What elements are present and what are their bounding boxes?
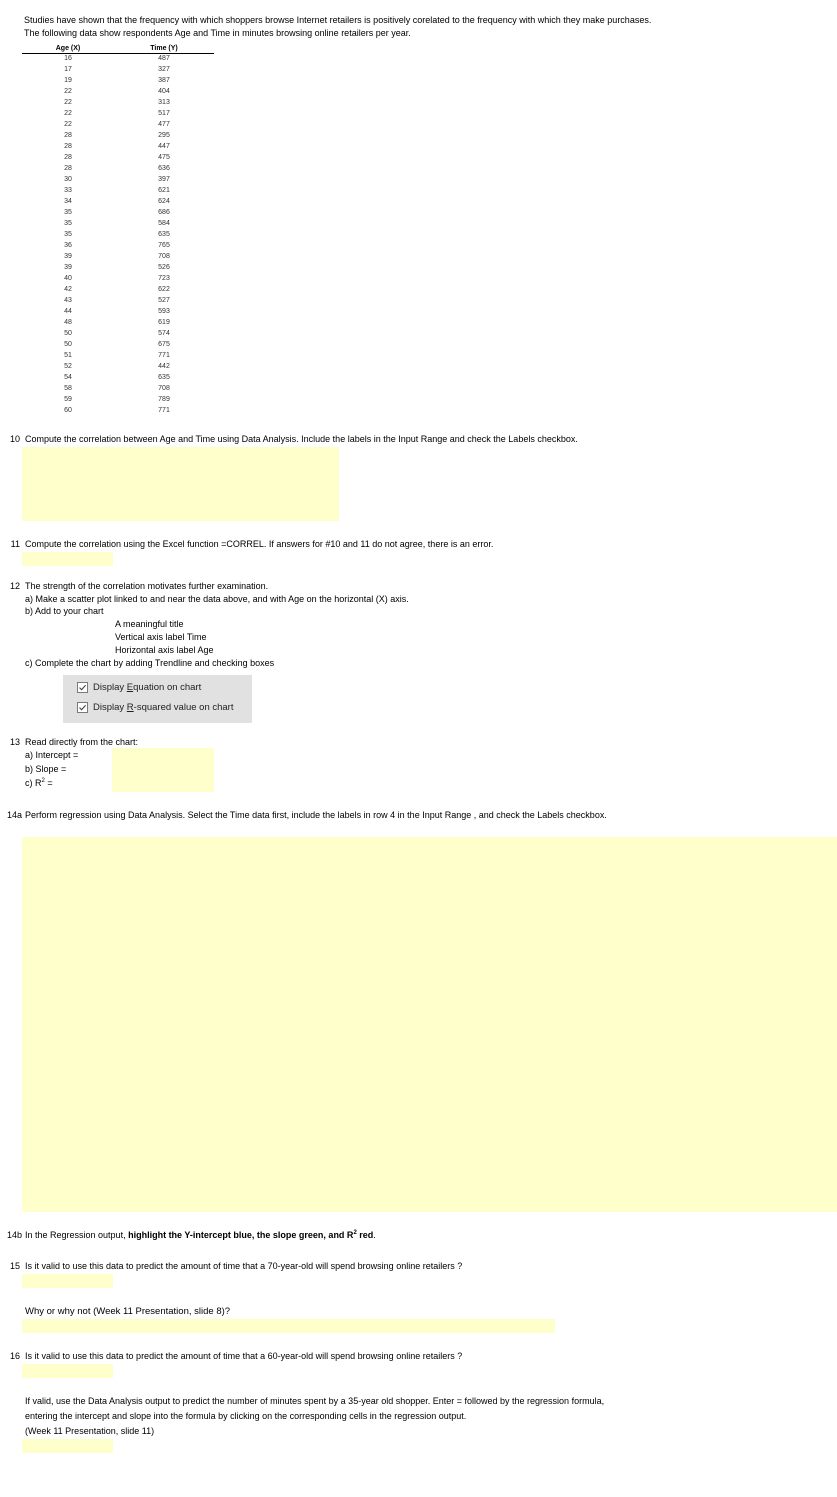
question-16-instructions-line-2: entering the intercept and slope into the formula by clicking on the corresponding cells in the regression output. <box>25 1411 467 1421</box>
question-12a-text: a) Make a scatter plot linked to and near the data above, and with Age on the horizontal (X) axis. <box>25 594 409 604</box>
age-cell: 43 <box>64 297 72 304</box>
question-10-text: Compute the correlation between Age and Time using Data Analysis. Include the labels in the Input Range and check the Labels checkbox. <box>25 434 578 444</box>
table-row <box>22 196 214 207</box>
table-row <box>22 306 214 317</box>
age-cell: 51 <box>64 352 72 359</box>
age-cell: 39 <box>64 264 72 271</box>
age-cell: 33 <box>64 187 72 194</box>
time-cell: 675 <box>158 341 170 348</box>
time-cell: 477 <box>158 121 170 128</box>
question-13-text: Read directly from the chart: <box>25 737 139 747</box>
table-row <box>22 108 214 119</box>
answer-cell-16[interactable] <box>22 1364 113 1378</box>
table-row <box>22 185 214 196</box>
display-r-squared-label: Display R-squared value on chart <box>93 702 234 713</box>
table-row <box>22 372 214 383</box>
table-row <box>22 317 214 328</box>
time-cell: 765 <box>158 242 170 249</box>
time-cell: 789 <box>158 396 170 403</box>
age-cell: 58 <box>64 385 72 392</box>
table-row <box>22 207 214 218</box>
time-cell: 635 <box>158 374 170 381</box>
age-cell: 22 <box>64 110 72 117</box>
time-cell: 686 <box>158 209 170 216</box>
time-cell: 387 <box>158 77 170 84</box>
question-11-text: Compute the correlation using the Excel function =CORREL. If answers for #10 and 11 do not agree, there is an error. <box>25 539 494 549</box>
age-cell: 39 <box>64 253 72 260</box>
chart-requirement-title: A meaningful title <box>115 619 184 629</box>
trendline-options-panel <box>63 675 252 723</box>
age-cell: 35 <box>64 209 72 216</box>
time-cell: 327 <box>158 66 170 73</box>
age-cell: 48 <box>64 319 72 326</box>
table-row <box>22 97 214 108</box>
question-number-13: 13 <box>9 737 20 747</box>
question-16-text: Is it valid to use this data to predict the amount of time that a 60-year-old will spend browsing online retailers ? <box>25 1351 463 1361</box>
time-cell: 475 <box>158 154 170 161</box>
table-row <box>22 174 214 185</box>
question-12b-text: b) Add to your chart <box>25 606 104 616</box>
time-cell: 624 <box>158 198 170 205</box>
table-row <box>22 86 214 97</box>
question-15-text: Is it valid to use this data to predict the amount of time that a 70-year-old will spend browsing online retailers ? <box>25 1261 463 1271</box>
time-cell: 593 <box>158 308 170 315</box>
time-cell: 621 <box>158 187 170 194</box>
table-row <box>22 262 214 273</box>
age-cell: 35 <box>64 220 72 227</box>
question-12-text: The strength of the correlation motivates further examination. <box>25 581 269 591</box>
table-row <box>22 119 214 130</box>
display-equation-option[interactable] <box>77 682 201 693</box>
display-r-squared-option[interactable] <box>77 702 233 713</box>
time-cell: 517 <box>158 110 170 117</box>
table-row <box>22 53 214 64</box>
display-equation-label: Display Equation on chart <box>93 682 202 693</box>
time-cell: 527 <box>158 297 170 304</box>
age-cell: 40 <box>64 275 72 282</box>
column-header-age: Age (X) <box>55 45 81 52</box>
question-number-14a: 14a <box>6 810 22 820</box>
answer-area-10[interactable] <box>22 447 339 521</box>
check-icon <box>78 703 87 712</box>
table-row <box>22 284 214 295</box>
table-row <box>22 273 214 284</box>
table-row <box>22 383 214 394</box>
answer-cells-13[interactable] <box>112 748 214 792</box>
table-row <box>22 152 214 163</box>
time-cell: 397 <box>158 176 170 183</box>
age-cell: 36 <box>64 242 72 249</box>
age-cell: 34 <box>64 198 72 205</box>
time-cell: 619 <box>158 319 170 326</box>
age-cell: 22 <box>64 121 72 128</box>
column-header-time: Time (Y) <box>150 45 178 52</box>
age-cell: 28 <box>64 143 72 150</box>
table-header-rule <box>22 53 214 54</box>
time-cell: 708 <box>158 253 170 260</box>
age-cell: 50 <box>64 341 72 348</box>
question-16-instructions-line-3: (Week 11 Presentation, slide 11) <box>25 1426 155 1436</box>
age-cell: 30 <box>64 176 72 183</box>
age-cell: 59 <box>64 396 72 403</box>
age-cell: 22 <box>64 99 72 106</box>
time-cell: 771 <box>158 407 170 414</box>
question-number-11: 11 <box>10 539 20 549</box>
time-cell: 708 <box>158 385 170 392</box>
question-number-12: 12 <box>9 581 20 591</box>
answer-cell-11[interactable] <box>22 552 113 566</box>
table-row <box>22 394 214 405</box>
question-number-10: 10 <box>9 434 20 444</box>
time-cell: 622 <box>158 286 170 293</box>
time-cell: 723 <box>158 275 170 282</box>
table-row <box>22 251 214 262</box>
check-icon <box>78 683 87 692</box>
age-cell: 42 <box>64 286 72 293</box>
time-cell: 404 <box>158 88 170 95</box>
age-cell: 50 <box>64 330 72 337</box>
question-number-15: 15 <box>9 1261 20 1271</box>
question-16-instructions-line-1: If valid, use the Data Analysis output to predict the number of minutes spent by a 35-year old shopper. Enter = followed by the regression formula, <box>25 1396 605 1406</box>
time-cell: 584 <box>158 220 170 227</box>
question-number-16: 16 <box>9 1351 20 1361</box>
table-row <box>22 295 214 306</box>
table-row <box>22 339 214 350</box>
time-cell: 313 <box>158 99 170 106</box>
time-cell: 295 <box>158 132 170 139</box>
age-cell: 44 <box>64 308 72 315</box>
display-r-squared-checkbox[interactable] <box>77 702 88 713</box>
question-15-why-text: Why or why not (Week 11 Presentation, slide 8)? <box>25 1306 231 1317</box>
question-14b-text: In the Regression output, highlight the Y-intercept blue, the slope green, and $R^2$ red. <box>25 1230 376 1240</box>
table-header-row <box>22 44 214 53</box>
time-cell: 574 <box>158 330 170 337</box>
chart-requirement-horizontal-label: Horizontal axis label Age <box>115 645 214 655</box>
table-row <box>22 64 214 75</box>
table-row <box>22 163 214 174</box>
time-cell: 635 <box>158 231 170 238</box>
table-row <box>22 218 214 229</box>
table-row <box>22 361 214 372</box>
time-cell: 771 <box>158 352 170 359</box>
r-squared-label: c) $R^2$ = <box>25 778 53 788</box>
question-12c-text: c) Complete the chart by adding Trendline and checking boxes <box>25 658 275 668</box>
table-row <box>22 130 214 141</box>
age-cell: 22 <box>64 88 72 95</box>
time-cell: 447 <box>158 143 170 150</box>
age-cell: 52 <box>64 363 72 370</box>
question-number-14b: 14b <box>6 1230 22 1240</box>
table-row <box>22 350 214 361</box>
age-cell: 28 <box>64 132 72 139</box>
data-table <box>22 44 214 416</box>
intro-line-1: Studies have shown that the frequency with which shoppers browse Internet retailers is positively corelated to the frequency with which they make purchases. <box>24 15 652 25</box>
age-cell: 17 <box>64 66 72 73</box>
age-cell: 54 <box>64 374 72 381</box>
table-row <box>22 75 214 86</box>
time-cell: 442 <box>158 363 170 370</box>
table-row <box>22 405 214 416</box>
table-row <box>22 229 214 240</box>
answer-cell-15[interactable] <box>22 1274 113 1288</box>
slope-label: b) Slope = <box>25 764 67 774</box>
time-cell: 487 <box>158 55 170 62</box>
intro-line-2: The following data show respondents Age and Time in minutes browsing online retailers per year. <box>24 28 411 38</box>
intercept-label: a) Intercept = <box>25 750 79 760</box>
answer-cell-16-prediction[interactable] <box>22 1439 113 1453</box>
table-row <box>22 328 214 339</box>
answer-cell-15-why[interactable] <box>22 1319 555 1333</box>
age-cell: 35 <box>64 231 72 238</box>
age-cell: 28 <box>64 165 72 172</box>
time-cell: 636 <box>158 165 170 172</box>
table-row <box>22 141 214 152</box>
display-equation-checkbox[interactable] <box>77 682 88 693</box>
question-14a-text: Perform regression using Data Analysis. Select the Time data first, include the labels in row 4 in the Input Range , and check the Labels checkbox. <box>25 810 607 820</box>
chart-requirement-vertical-label: Vertical axis label Time <box>115 632 207 642</box>
age-cell: 16 <box>64 55 72 62</box>
time-cell: 526 <box>158 264 170 271</box>
age-cell: 28 <box>64 154 72 161</box>
regression-output-area[interactable] <box>22 837 837 1212</box>
table-row <box>22 240 214 251</box>
age-cell: 19 <box>64 77 72 84</box>
age-cell: 60 <box>64 407 72 414</box>
